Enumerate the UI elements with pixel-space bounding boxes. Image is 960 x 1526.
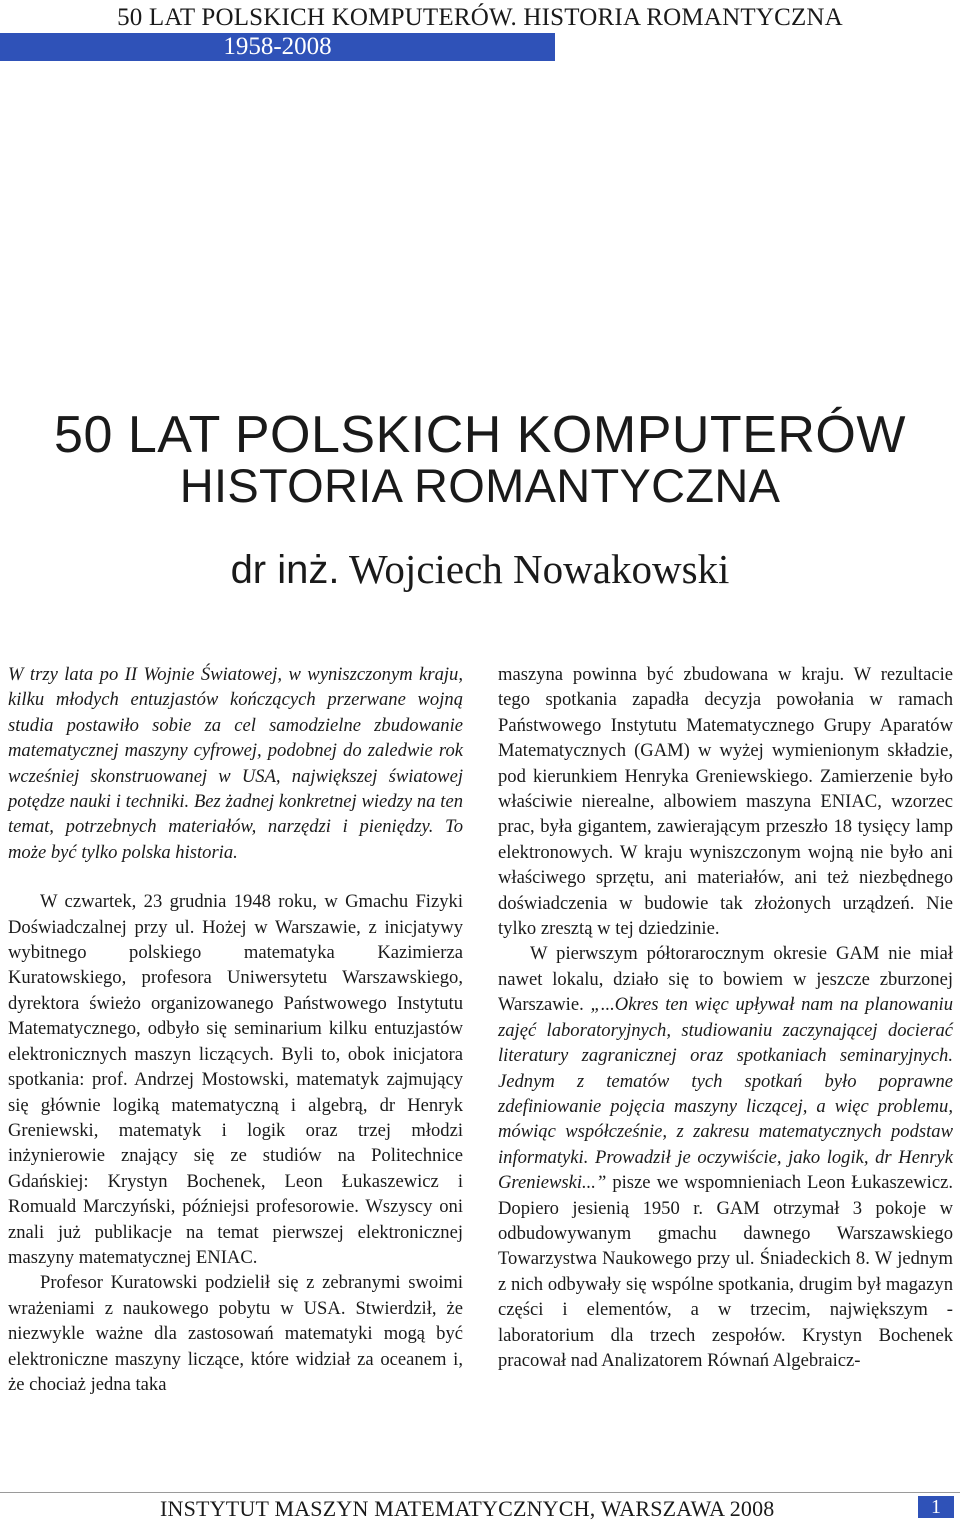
years-label: 1958-2008 <box>223 33 332 60</box>
paragraph-text: pisze we wspomnieniach Leon Łukaszewicz. Dopiero jesienią 1950 r. GAM otrzymał 3 pokoje w odbudowywanym gmachu dawnego Warszawskiego Towarzystwa Naukowego przy ul. Śniadeckich 8. W jednym z nich odbywały się wspólne spotkania, drugim był magazyn części i elementów, a w trzecim, największym - laboratorium dla trzech zespołów. Krystyn Bochenek pracował nad Analizatorem Równań Algebraicz- <box>498 1172 953 1371</box>
right-column <box>498 662 953 1373</box>
running-header-title: 50 LAT POLSKICH KOMPUTERÓW. HISTORIA ROMANTYCZNA <box>117 4 843 31</box>
page-title-line1: 50 LAT POLSKICH KOMPUTERÓW <box>54 406 906 464</box>
page-number: 1 <box>918 1496 954 1518</box>
page-title-line2: HISTORIA ROMANTYCZNA <box>179 459 781 512</box>
body-paragraph: W czwartek, 23 grudnia 1948 roku, w Gmachu Fizyki Doświadczalnej przy ul. Hożej w Warszawie, z inicjatywy wybitnego polskiego matematyka Kazimierza Kuratowskiego, profesora Uniwersytetu Warszawskiego, dyrektora świeżo organizowanego Państwowego Instytutu Matematycznego, odbyło się seminarium kilku entuzjastów elektronicznych maszyn liczących. Byli to, obok inicjatora spotkania: prof. Andrzej Mostowski, matematyk zajmujący się głównie logiką matematyczną i algebrą, dr Henryk Greniewski, matematyk i logik oraz trzej młodzi inżynierowie znający się ze studiów na Politechnice Gdańskiej: Krystyn Bochenek, Leon Łukaszewicz i Romuald Marczyński, późniejsi profesorowie. Wszyscy oni znali już publikacje na temat pierwszej elektronicznej maszyny matematycznej ENIAC. <box>8 891 463 1268</box>
author-name: Wojciech Nowakowski <box>349 546 730 592</box>
footer-institute: INSTYTUT MASZYN MATEMATYCZNYCH, WARSZAWA 2008 <box>160 1496 775 1521</box>
paragraph-text: W pierwszym półtorarocznym okresie GAM nie miał nawet lokalu, działo się to bowiem w jeszcze zburzonej Warszawie. <box>498 943 953 1016</box>
author-byline <box>0 545 960 593</box>
body-paragraph <box>498 941 953 1373</box>
body-paragraph: maszyna powinna być zbudowana w kraju. W rezultacie tego spotkania zapadła decyzja powołania w ramach Państwowego Instytutu Matematycznego Grupy Aparatów Matematycznych (GAM) w wyżej wymienionym składzie, pod kierunkiem Henryka Greniewskiego. Zamierzenie było właściwie nierealne, albowiem maszyna ENIAC, wzorzec prac, była gigantem, zawierającym przeszło 18 tysięcy lamp elektronowych. W kraju wyniszczonym wojną nie było ani właściwego sprzętu, ani materiałów, ani też niezbędnego doświadczenia w budowie tak złożonych urządzeń. Nie tylko zresztą w tej dziedzinie. <box>498 664 953 940</box>
left-column <box>8 662 463 1397</box>
lead-paragraph: W trzy lata po II Wojnie Światowej, w wyniszczonym kraju, kilku młodych entuzjastów kończących przerwane wojną studia postawiło sobie za cel samodzielne zbudowanie matematycznej maszyny cyfrowej, podobnej do zaledwie rok wcześniej skonstruowanej w USA, największej światowej potędze nauki i techniki. Bez żadnej konkretnej wiedzy na ten temat, potrzebnych materiałów, narzędzi i pieniędzy. To może być tylko polska historia. <box>8 664 463 863</box>
body-paragraph: Profesor Kuratowski podzielił się z zebranymi swoimi wrażeniami z naukowego pobytu w USA. Stwierdził, że niezwykle ważne dla zastosowań matematyki mogą być elektroniczne maszyny liczące, które widział za oceanem i, że chociaż jedna taka <box>8 1272 463 1395</box>
footer-divider <box>0 1492 960 1493</box>
quotation: „...Okres ten więc upływał nam na planowaniu zajęć laboratoryjnych, studiowaniu zaczynającej docierać literatury zagranicznej oraz spotkaniach seminaryjnych. Jednym z tematów tych spotkań było poprawne zdefiniowanie pojęcia maszyny liczącej, a więc problemu, mówiąc współcześnie, z zakresu matematycznych podstaw informatyki. Prowadził je oczywiście, jako logik, dr Henryk Greniewski...” <box>498 994 953 1194</box>
author-degree: dr inż. <box>230 548 340 592</box>
running-header <box>0 0 960 64</box>
